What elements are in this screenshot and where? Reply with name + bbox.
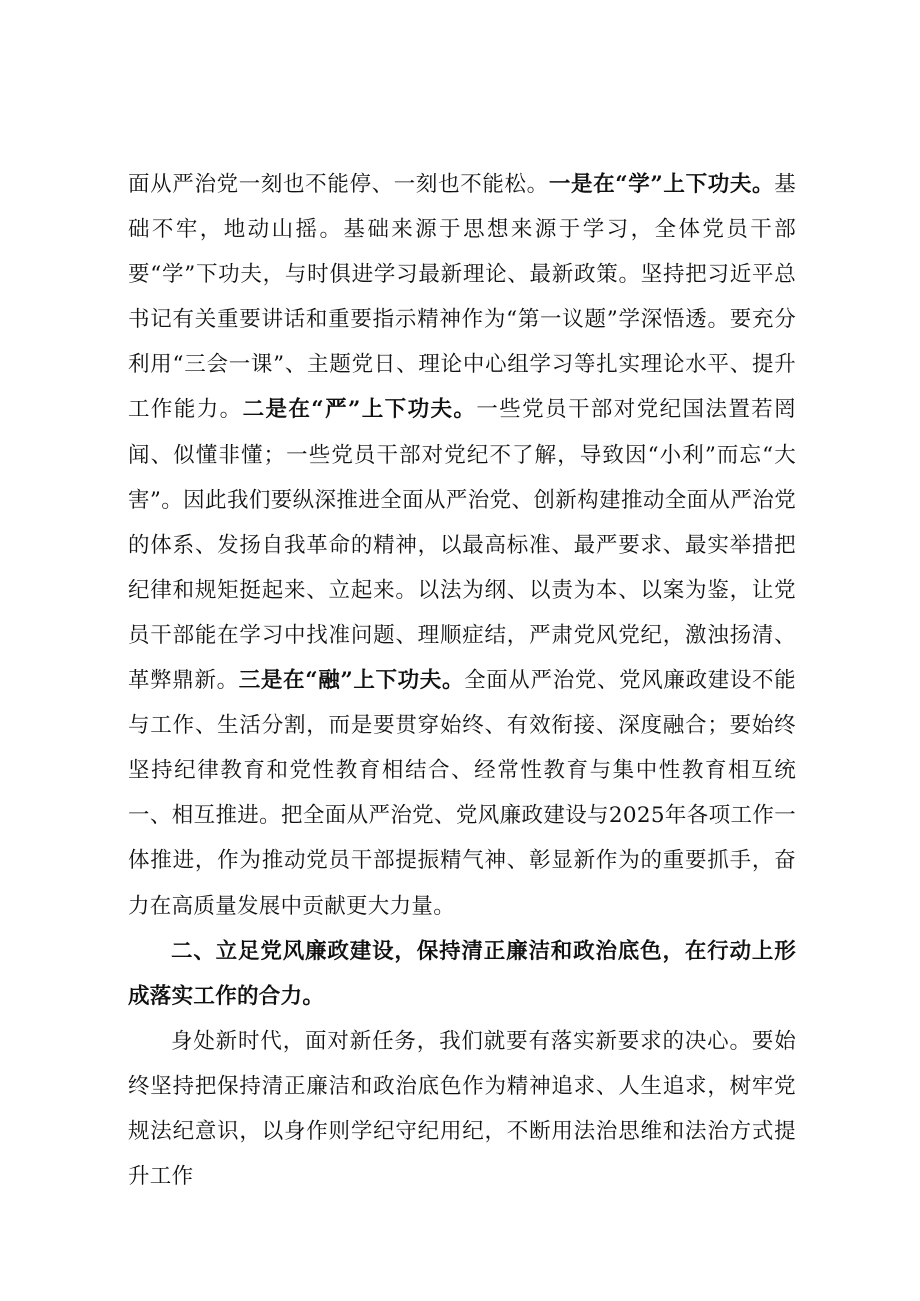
- paragraph-1-run-1: 面从严治党一刻也不能停、一刻也不能松。: [128, 172, 549, 197]
- point-two-heading: 二是在“严”上下功夫。: [242, 397, 477, 423]
- point-one-heading: 一是在“学”上下功夫。: [548, 172, 775, 197]
- document-page: [128, 162, 796, 1199]
- point-three-heading: 三是在“融”上下功夫。: [238, 668, 465, 694]
- paragraph-1-run-5: 一些党员干部对党纪国法置若罔闻、似懂非懂；一些党员干部对党纪不了解，导致因“小利”而忘“大害”。因此我们要纵深推进全面从严治党、创新构建推动全面从严治党的体系、发扬自我革命的精神，以最高标准、最严要求、最实举措把纪律和规矩挺起来、立起来。以法为纲、以责为本、以案为鉴，让党员干部能在学习中找准问题、理顺症结，严肃党风党纪，激浊扬清、革弊鼎新。: [128, 397, 796, 694]
- paragraph-1-run-3: 基础不牢，地动山摇。基础来源于思想来源于学习，全体党员干部要“学”下功夫，与时俱进学习最新理论、最新政策。坚持把习近平总书记有关重要讲话和重要指示精神作为“第一议题”学深悟透。要充分利用“三会一课”、主题党日、理论中心组学习等扎实理论水平、提升工作能力。: [128, 172, 796, 423]
- section-heading: 二、立足党风廉政建设，保持清正廉洁和政治底色，在行动上形成落实工作的合力。: [128, 938, 796, 1009]
- closing-paragraph: 身处新时代，面对新任务，我们就要有落实新要求的决心。要始终坚持把保持清正廉洁和政治底色作为精神追求、人生追求，树牢党规法纪意识，以身作则学纪守纪用纪，不断用法治思维和法治方式提升工作: [128, 1028, 796, 1190]
- body-paragraph-1: [128, 162, 796, 929]
- paragraph-1-run-7: 全面从严治党、党风廉政建设不能与工作、生活分割，而是要贯穿始终、有效衔接、深度融合；要始终坚持纪律教育和党性教育相结合、经常性教育与集中性教育相互统一、相互推进。把全面从严治党、党风廉政建设与2025年各项工作一体推进，作为推动党员干部提振精气神、彰显新作为的重要抓手，奋力在高质量发展中贡献更大力量。: [128, 668, 796, 919]
